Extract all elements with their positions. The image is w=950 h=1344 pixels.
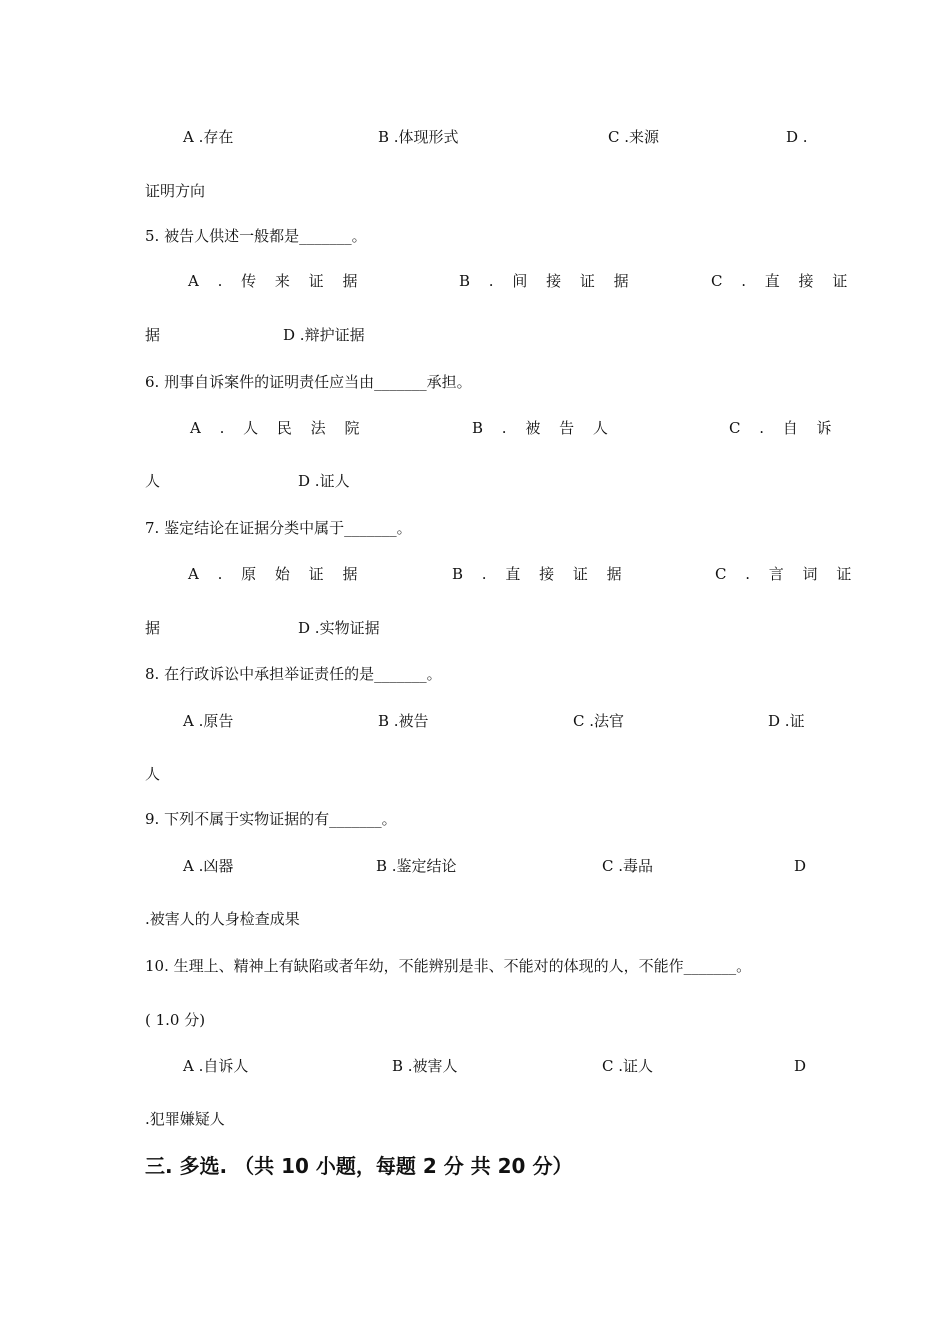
section-heading-multiple-choice: 三. 多选. （共 10 小题，每题 2 分 共 20 分） xyxy=(145,1154,573,1178)
q6-option-c-wrap: 人 xyxy=(145,472,161,490)
q5-option-c: C . 直 接 证 xyxy=(711,272,855,290)
q9-option-a: A .凶器 xyxy=(183,857,234,875)
q9-stem: 9. 下列不属于实物证据的有_______。 xyxy=(145,810,397,828)
q5-option-a: A . 传 来 证 据 xyxy=(188,272,365,290)
q8-option-b: B .被告 xyxy=(378,712,429,730)
q4-option-d: D . xyxy=(786,128,808,146)
q10-option-d: D xyxy=(794,1057,807,1075)
q10-option-c: C .证人 xyxy=(602,1057,654,1075)
q8-option-d: D .证 xyxy=(768,712,805,730)
q10-option-d-wrap: .犯罪嫌疑人 xyxy=(145,1110,225,1128)
q7-option-b: B . 直 接 证 据 xyxy=(452,565,629,583)
q8-stem: 8. 在行政诉讼中承担举证责任的是_______。 xyxy=(145,665,442,683)
q6-option-c: C . 自 诉 xyxy=(729,419,839,437)
q4-option-a: A .存在 xyxy=(183,128,234,146)
q10-stem: 10. 生理上、精神上有缺陷或者年幼，不能辨别是非、不能对的体现的人，不能作_______。 xyxy=(145,957,752,975)
q6-option-d: D .证人 xyxy=(298,472,350,490)
q8-option-d-wrap: 人 xyxy=(145,765,161,783)
q5-stem: 5. 被告人供述一般都是_______。 xyxy=(145,227,367,245)
q5-option-c-wrap: 据 xyxy=(145,326,161,344)
q4-option-d-text: 证明方向 xyxy=(145,182,206,200)
q4-option-c: C .来源 xyxy=(608,128,660,146)
q7-option-a: A . 原 始 证 据 xyxy=(188,565,365,583)
q10-score: ( 1.0 分) xyxy=(145,1011,206,1029)
q10-option-b: B .被害人 xyxy=(392,1057,458,1075)
q9-option-b: B .鉴定结论 xyxy=(376,857,457,875)
q8-option-c: C .法官 xyxy=(573,712,625,730)
q5-option-d: D .辩护证据 xyxy=(283,326,365,344)
q4-option-b: B .体现形式 xyxy=(378,128,459,146)
q9-option-c: C .毒品 xyxy=(602,857,654,875)
q7-option-d: D .实物证据 xyxy=(298,619,380,637)
q6-option-a: A . 人 民 法 院 xyxy=(190,419,367,437)
q9-option-d-wrap: .被害人的人身检查成果 xyxy=(145,910,300,928)
q7-option-c-wrap: 据 xyxy=(145,619,161,637)
q6-stem: 6. 刑事自诉案件的证明责任应当由_______承担。 xyxy=(145,373,472,391)
q7-option-c: C . 言 词 证 xyxy=(715,565,859,583)
q10-option-a: A .自诉人 xyxy=(183,1057,249,1075)
q7-stem: 7. 鉴定结论在证据分类中属于_______。 xyxy=(145,519,412,537)
q8-option-a: A .原告 xyxy=(183,712,234,730)
q5-option-b: B . 间 接 证 据 xyxy=(459,272,636,290)
q9-option-d: D xyxy=(794,857,807,875)
q6-option-b: B . 被 告 人 xyxy=(472,419,615,437)
